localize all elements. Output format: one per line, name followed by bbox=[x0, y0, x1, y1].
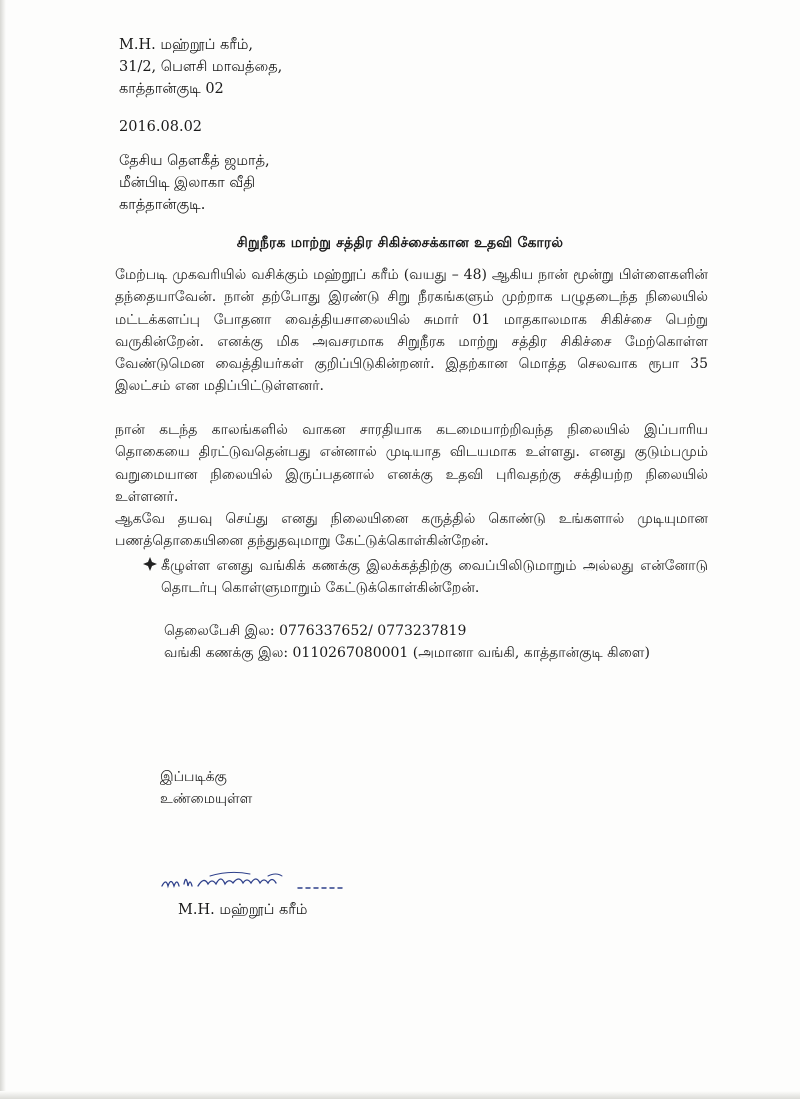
handwritten-signature bbox=[158, 862, 378, 902]
closing-line-1: இப்படிக்கு bbox=[160, 769, 227, 785]
closing bbox=[160, 766, 252, 810]
scan-edge-shadow-bottom bbox=[0, 1091, 800, 1099]
bullet-text: கீழுள்ள எனது வங்கிக் கணக்கு இலக்கத்திற்கு வைப்பிலிடுமாறும் அல்லது என்னோடு தொடர்பு கொள்ளுமாறும் கேட்டுக்கொள்கின்றேன். bbox=[161, 558, 708, 597]
body-paragraph-3: ஆகவே தயவு செய்து எனது நிலையினை கருத்தில் கொண்டு உங்களால் முடியுமான பணத்தொகையினை தந்துதவுமாறு கேட்டுக்கொள்கின்றேன். bbox=[115, 511, 708, 550]
phone-number: தெலைபேசி இல: 0776337652/ 0773237819 bbox=[164, 623, 467, 639]
body-paragraph-1: மேற்படி முகவரியில் வசிக்கும் மஹ்றூப் கரீம் (வயது – 48) ஆகிய நான் மூன்று பிள்ளைகளின் தந்தையாவேன். நான் தற்போது இரண்டு சிறு நீரகங்களும் முற்றாக பழுதடைந்த நிலையில் மட்டக்களப்பு போதனா வைத்தியசாலையில் சுமார் 01 மாதகாலமாக சிகிச்சை பெற்று வருகின்றேன். எனக்கு மிக அவசரமாக சிறுநீரக மாற்று சத்திர சிகிச்சை மேற்கொள்ள வேண்டுமென வைத்தியர்கள் குறிப்பிடுகின்றனர். இதற்கான மொத்த செலவாக ரூபா 35 இலட்சம் என மதிப்பிட்டுள்ளனர். bbox=[115, 267, 708, 395]
diamond-bullet-icon bbox=[143, 555, 161, 600]
letter-date: 2016.08.02 bbox=[119, 119, 203, 135]
scan-edge-shadow bbox=[0, 0, 6, 1099]
sender-street: 31/2, பௌசி மாவத்தை, bbox=[119, 59, 283, 75]
sender-address bbox=[119, 34, 282, 100]
recipient-org: தேசிய தௌகீத் ஜமாத், bbox=[119, 153, 270, 169]
sender-name: M.H. மஹ்றூப் கரீம், bbox=[119, 37, 254, 53]
bullet-item bbox=[143, 555, 708, 600]
recipient-city: காத்தான்குடி. bbox=[119, 197, 206, 213]
body-paragraph-2: நான் கடந்த காலங்களில் வாகன சாரதியாக கடமையாற்றிவந்த நிலையில் இப்பாரிய தொகையை திரட்டுவதென்பது என்னால் முடியாத விடயமாக உள்ளது. எனது குடும்பமும் வறுமையான நிலையில் இருப்பதனால் எனக்கு உதவி புரிவதற்கு சக்தியற்ற நிலையில் உள்ளனர். bbox=[115, 422, 708, 505]
contact-details bbox=[164, 620, 709, 665]
letter-subject: சிறுநீரக மாற்று சத்திர சிகிச்சைக்கான உதவி கோரல் bbox=[236, 235, 564, 251]
bank-account: வங்கி கணக்கு இல: 0110267080001 (அமானா வங்கி, காத்தான்குடி கிளை) bbox=[164, 645, 650, 662]
recipient-street: மீன்பிடி இலாகா வீதி bbox=[119, 175, 256, 191]
signatory-name: M.H. மஹ்றூப் கரீம் bbox=[178, 902, 308, 918]
sender-city: காத்தான்குடி 02 bbox=[119, 81, 224, 97]
recipient-address bbox=[119, 150, 270, 216]
closing-line-2: உண்மையுள்ள bbox=[160, 791, 253, 807]
